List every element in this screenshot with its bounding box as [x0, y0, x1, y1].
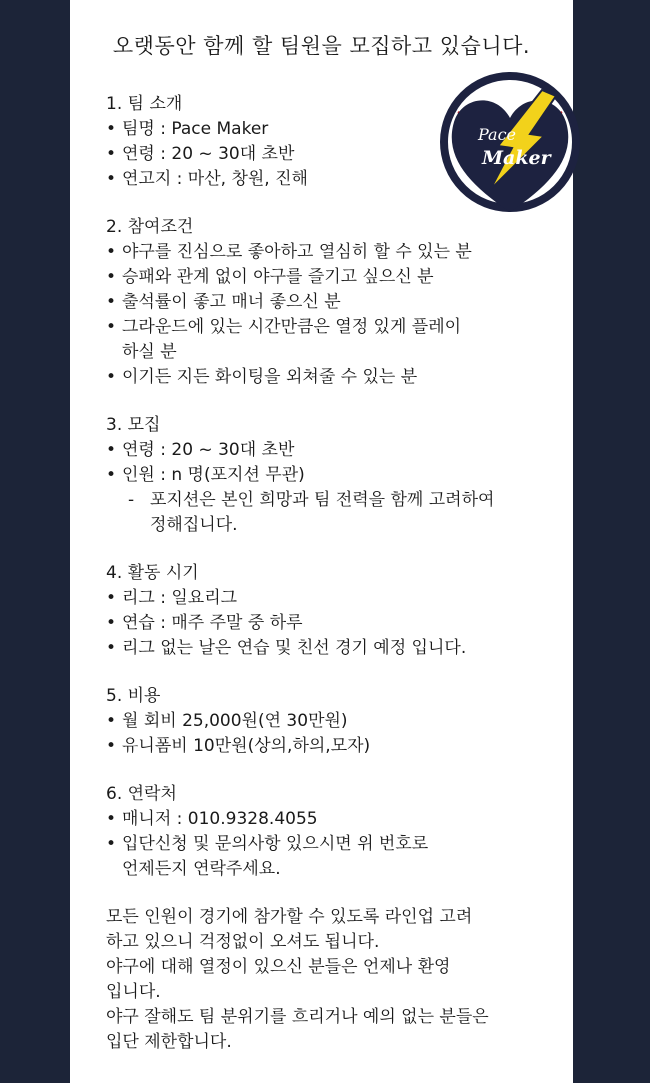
list-item: • 그라운드에 있는 시간만큼은 열정 있게 플레이 [106, 315, 546, 340]
section-title: 2. 참여조건 [106, 217, 194, 237]
bullet: • [106, 169, 117, 189]
logo-text-pace: Pace [478, 125, 517, 144]
bullet: • [106, 440, 117, 460]
bullet: • [106, 809, 117, 829]
section-activity-period [106, 561, 546, 661]
bullet: • [106, 613, 117, 633]
closing-line: 입니다. [106, 982, 161, 1002]
closing-line: 입단 제한합니다. [106, 1032, 232, 1052]
recruitment-poster [70, 0, 573, 1083]
bullet: • [106, 711, 117, 731]
list-item: • 매니저 : 010.9328.4055 [106, 807, 546, 832]
bullet: • [106, 144, 117, 164]
bullet: • [106, 834, 117, 854]
list-item: • 유니폼비 10만원(상의,하의,모자) [106, 734, 546, 759]
closing-paragraph [106, 905, 546, 1055]
bullet: • [106, 119, 117, 139]
bullet: • [106, 588, 117, 608]
list-item: • 팀명 : Pace Maker [106, 117, 546, 142]
list-item-continuation: 언제든지 연락주세요. [122, 859, 281, 879]
list-item: • 야구를 진심으로 좋아하고 열심히 할 수 있는 분 [106, 240, 546, 265]
sub-list-item: - 포지션은 본인 희망과 팀 전력을 함께 고려하여 [106, 488, 546, 513]
section-title: 4. 활동 시기 [106, 563, 199, 583]
list-item: • 월 회비 25,000원(연 30만원) [106, 709, 546, 734]
list-item: • 리그 : 일요리그 [106, 586, 546, 611]
bullet: • [106, 292, 117, 312]
list-item: • 연습 : 매주 주말 중 하루 [106, 611, 546, 636]
content [106, 92, 546, 1055]
closing-line: 야구에 대해 열정이 있으신 분들은 언제나 환영 [106, 957, 451, 977]
list-item: • 출석률이 좋고 매너 좋으신 분 [106, 290, 546, 315]
bullet: • [106, 465, 117, 485]
list-item-continuation: 하실 분 [122, 342, 177, 362]
list-item: • 인원 : n 명(포지션 무관) [106, 463, 546, 488]
section-contact [106, 782, 546, 882]
bullet: • [106, 736, 117, 756]
list-item: • 리그 없는 날은 연습 및 친선 경기 예정 입니다. [106, 636, 546, 661]
sub-list-item-continuation: 정해집니다. [150, 515, 238, 535]
list-item: • 연령 : 20 ~ 30대 초반 [106, 438, 546, 463]
closing-line: 야구 잘해도 팀 분위기를 흐리거나 예의 없는 분들은 [106, 1007, 489, 1027]
dash: - [128, 490, 135, 510]
section-recruitment [106, 413, 546, 538]
section-title: 5. 비용 [106, 686, 161, 706]
bullet: • [106, 242, 117, 262]
bullet: • [106, 317, 117, 337]
section-title: 6. 연락처 [106, 784, 177, 804]
list-item: • 승패와 관계 없이 야구를 즐기고 싶으신 분 [106, 265, 546, 290]
headline: 오랫동안 함께 할 팀원을 모집하고 있습니다. [112, 34, 531, 58]
list-item: • 연령 : 20 ~ 30대 초반 [106, 142, 546, 167]
closing-line: 하고 있으니 걱정없이 오셔도 됩니다. [106, 932, 380, 952]
section-title: 3. 모집 [106, 415, 161, 435]
bullet: • [106, 367, 117, 387]
logo-text-maker: Maker [482, 147, 551, 169]
list-item: • 연고지 : 마산, 창원, 진해 [106, 167, 546, 192]
list-item: • 이기든 지든 화이팅을 외쳐줄 수 있는 분 [106, 365, 546, 390]
section-cost [106, 684, 546, 759]
closing-line: 모든 인원이 경기에 참가할 수 있도록 라인업 고려 [106, 907, 473, 927]
section-team-intro [106, 92, 546, 192]
bullet: • [106, 638, 117, 658]
list-item: • 입단신청 및 문의사항 있으시면 위 번호로 [106, 832, 546, 857]
section-requirements [106, 215, 546, 390]
bullet: • [106, 267, 117, 287]
section-title: 1. 팀 소개 [106, 94, 183, 114]
